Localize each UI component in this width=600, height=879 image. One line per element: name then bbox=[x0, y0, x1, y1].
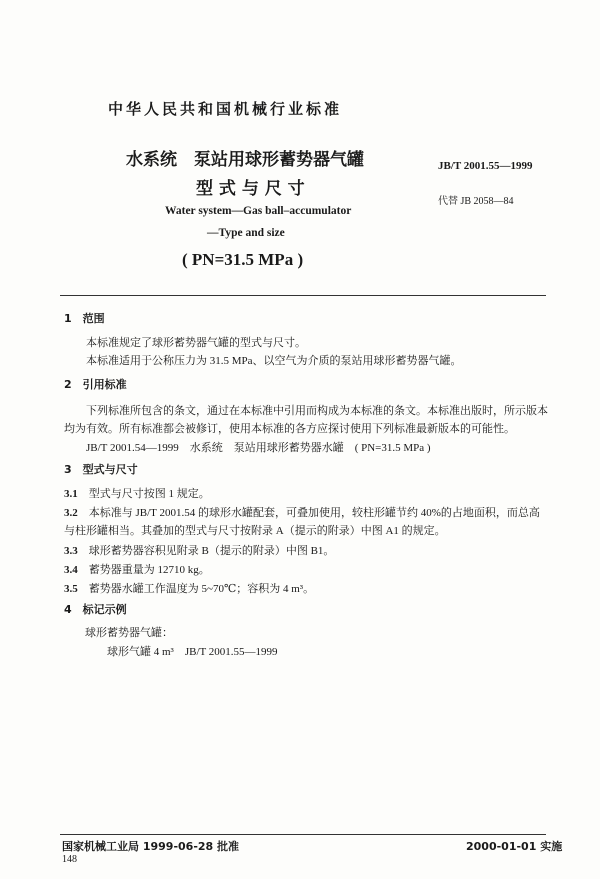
clause-3-3 bbox=[64, 542, 334, 558]
clause-text: 蓄势器重量为 12710 kg。 bbox=[88, 564, 210, 576]
paragraph: 本标准规定了球形蓄势器气罐的型式与尺寸。 bbox=[86, 337, 306, 349]
marking-label: 球形蓄势器气罐： bbox=[85, 627, 173, 639]
clause-text: 蓄势器水罐工作温度为 5~70℃；容积为 4 m³。 bbox=[88, 583, 315, 595]
section-4-heading bbox=[64, 601, 127, 617]
section-number: 4 bbox=[64, 603, 72, 616]
section-number: 2 bbox=[64, 378, 72, 391]
org-standard-heading: 中华人民共和国机械行业标准 bbox=[108, 100, 343, 118]
clause-number: 3.1 bbox=[64, 488, 78, 500]
section-1-heading bbox=[64, 310, 105, 326]
paragraph: 下列标准所包含的条文，通过在本标准中引用而构成为本标准的条文。本标准出版时，所示版本 bbox=[86, 405, 548, 417]
section-title: 范围 bbox=[82, 312, 105, 325]
clause-text: 本标准与 JB/T 2001.54 的球形水罐配套，可叠加使用，较柱形罐节约 40%的占地面积，而总高 bbox=[88, 507, 540, 519]
clause-number: 3.2 bbox=[64, 507, 78, 519]
marking-example: 球形气罐 4 m³ JB/T 2001.55—1999 bbox=[107, 646, 278, 658]
section-title: 引用标准 bbox=[82, 378, 127, 391]
clause-3-2 bbox=[64, 504, 540, 520]
clause-text: 球形蓄势器容积见附录 B（提示的附录）中图 B1。 bbox=[88, 545, 335, 557]
clause-number: 3.3 bbox=[64, 545, 78, 557]
title-line-2: 型 式 与 尺 寸 bbox=[196, 179, 305, 199]
section-number: 3 bbox=[64, 463, 72, 476]
section-title: 型式与尺寸 bbox=[82, 463, 138, 476]
english-title-1: Water system—Gas ball–accumulator bbox=[165, 205, 352, 217]
pressure-rating: ( PN=31.5 MPa ) bbox=[182, 250, 304, 269]
footer-rule bbox=[60, 834, 546, 835]
section-number: 1 bbox=[64, 312, 72, 325]
implementation-date: 2000-01-01 实施 bbox=[466, 840, 563, 853]
section-3-heading bbox=[64, 461, 138, 477]
clause-3-1 bbox=[64, 485, 210, 501]
section-2-heading bbox=[64, 376, 127, 392]
clause-3-2-cont: 与柱形罐相当。其叠加的型式与尺寸按附录 A（提示的附录）中图 A1 的规定。 bbox=[64, 525, 446, 537]
section-title: 标记示例 bbox=[82, 603, 127, 616]
header-rule bbox=[60, 295, 546, 296]
replaces-standard: 代替 JB 2058—84 bbox=[438, 196, 514, 207]
clause-3-5 bbox=[64, 580, 314, 596]
paragraph: 本标准适用于公称压力为 31.5 MPa、以空气为介质的泵站用球形蓄势器气罐。 bbox=[86, 355, 462, 367]
clause-3-4 bbox=[64, 561, 210, 577]
standard-number: JB/T 2001.55—1999 bbox=[438, 160, 533, 172]
english-title-2: —Type and size bbox=[207, 227, 285, 239]
page-number: 148 bbox=[62, 854, 77, 865]
paragraph: 均为有效。所有标准都会被修订，使用本标准的各方应探讨使用下列标准最新版本的可能性。 bbox=[64, 423, 515, 435]
clause-number: 3.5 bbox=[64, 583, 78, 595]
clause-text: 型式与尺寸按图 1 规定。 bbox=[88, 488, 210, 500]
reference-standard: JB/T 2001.54—1999 水系统 泵站用球形蓄势器水罐 ( PN=31.5 MPa ) bbox=[86, 442, 431, 454]
approval-info: 国家机械工业局 1999-06-28 批准 bbox=[62, 840, 240, 853]
title-line-1: 水系统 泵站用球形蓄势器气罐 bbox=[126, 150, 364, 170]
clause-number: 3.4 bbox=[64, 564, 78, 576]
